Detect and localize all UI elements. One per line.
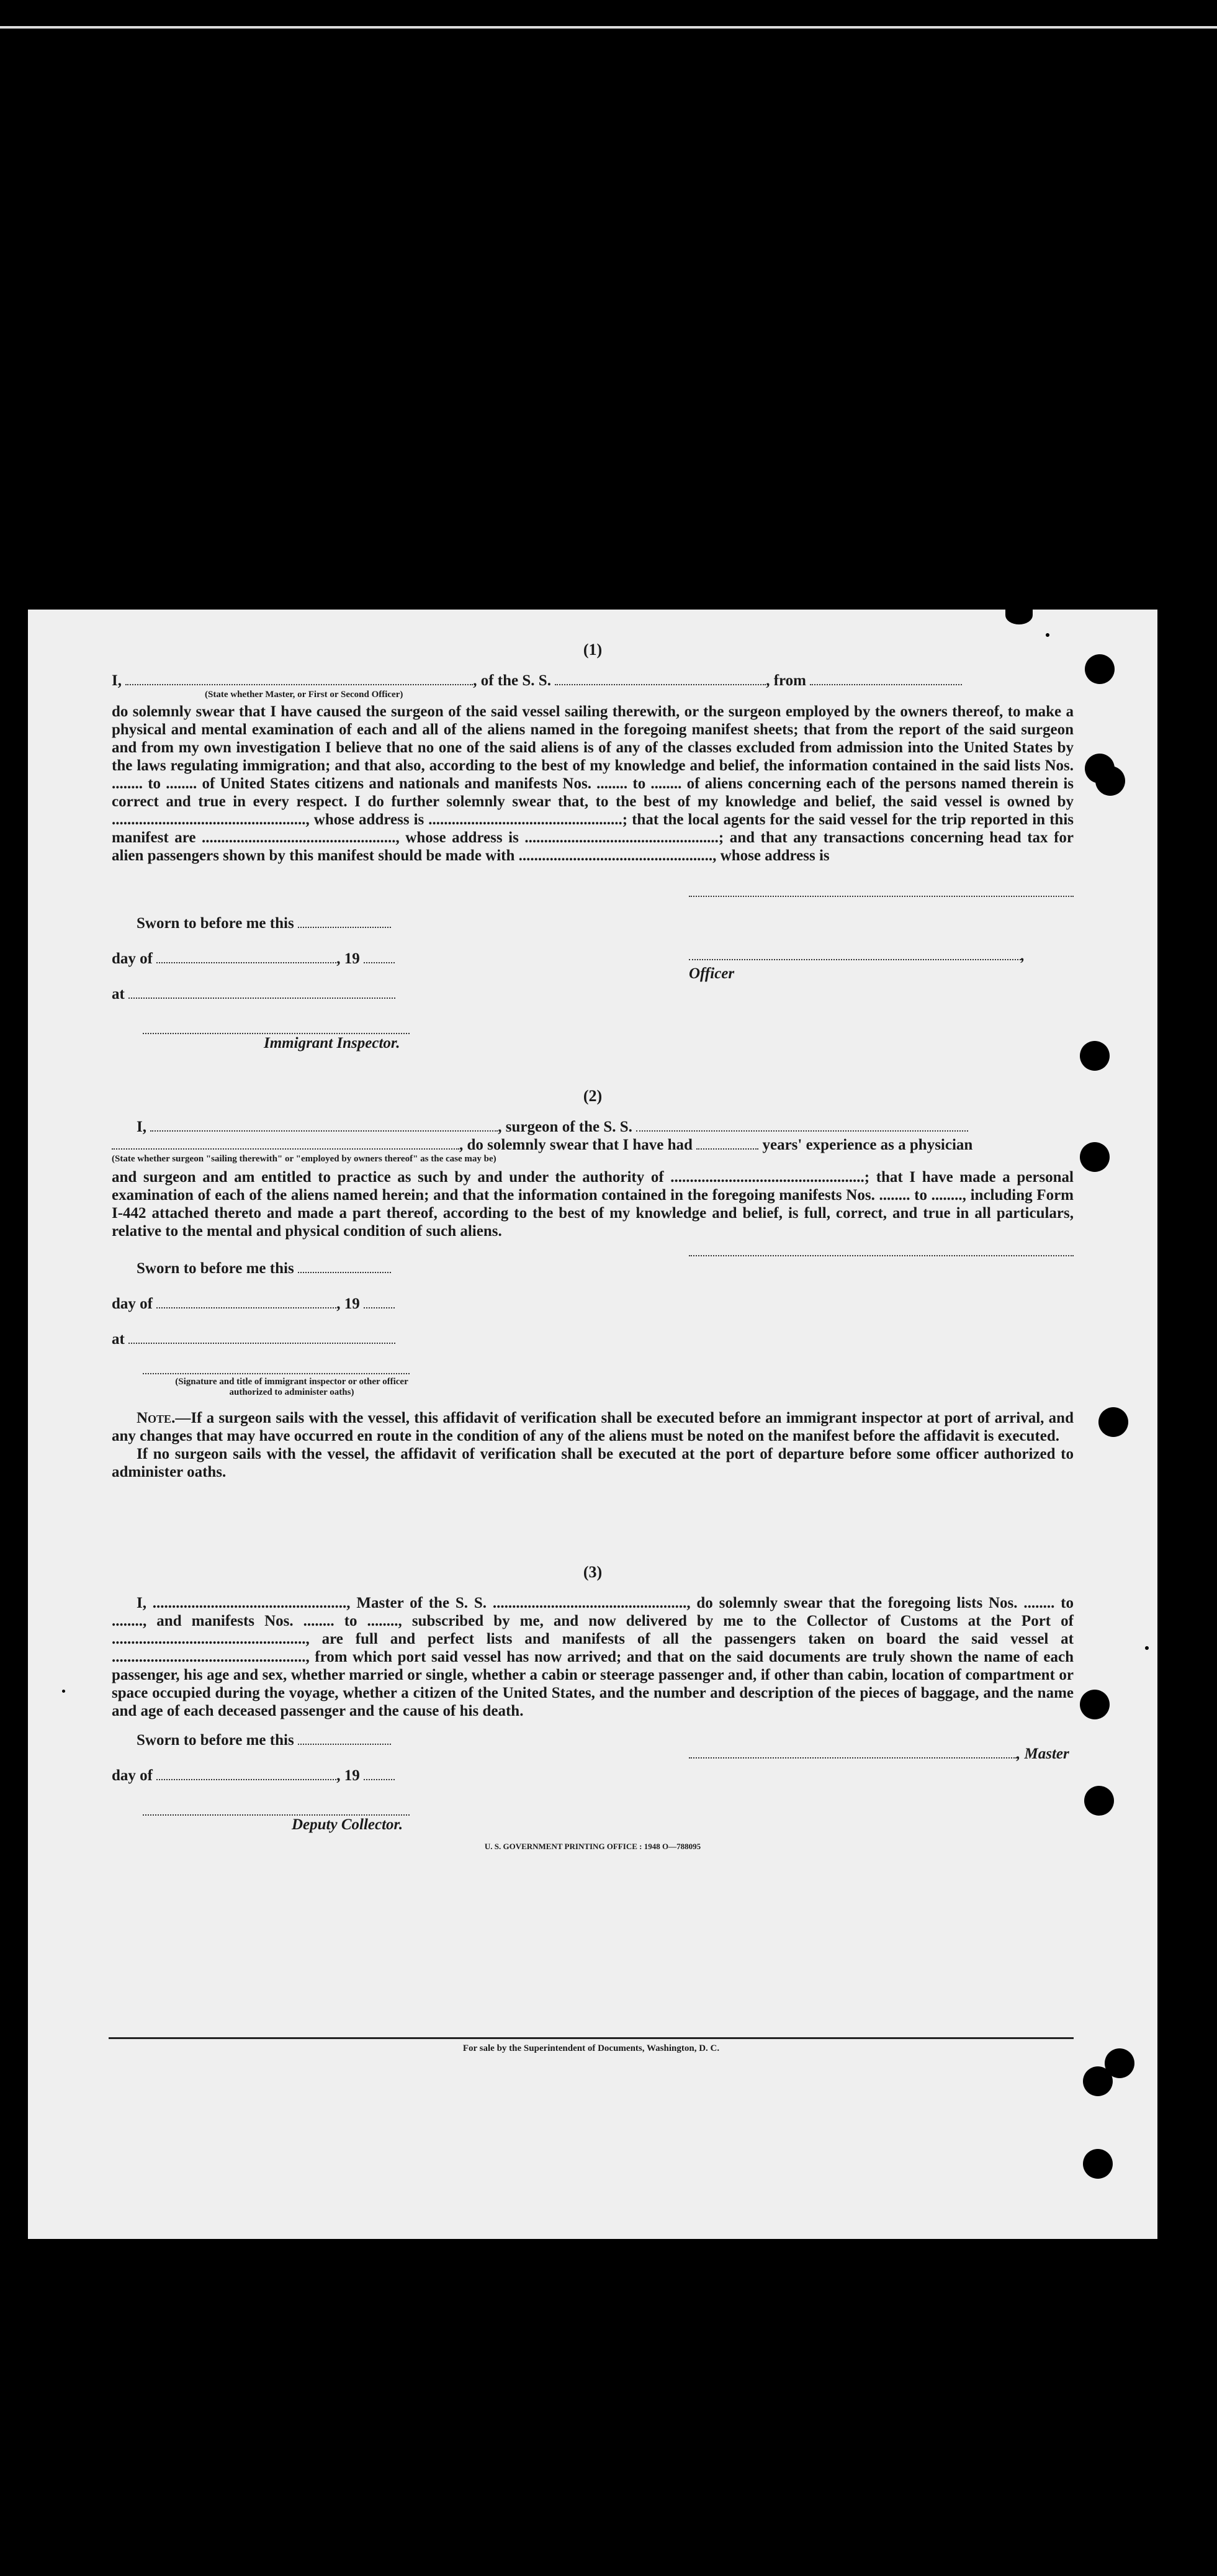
footer-rule bbox=[109, 2037, 1074, 2039]
vessel-name-field[interactable] bbox=[555, 672, 766, 685]
punch-hole bbox=[1085, 654, 1115, 684]
section-3-signature-block bbox=[112, 1731, 1074, 1834]
signature-title-hint: (Signature and title of immigrant inspector or other officer authorized to administer oaths) bbox=[175, 1377, 408, 1397]
gpo-imprint: U. S. GOVERNMENT PRINTING OFFICE : 1948 O—788095 bbox=[484, 1842, 701, 1851]
years-field[interactable] bbox=[696, 1136, 758, 1150]
note-paragraph-2: If no surgeon sails with the vessel, the affidavit of verification shall be executed at the port of departure before some officer authorized to administer oaths. bbox=[112, 1446, 1074, 1480]
punch-hole bbox=[1098, 1407, 1128, 1437]
master-name-field[interactable] bbox=[125, 672, 473, 685]
master-signature-line[interactable]: , Master bbox=[689, 1745, 1074, 1763]
sale-notice: For sale by the Superintendent of Documents, Washington, D. C. bbox=[462, 2043, 720, 2053]
section-1-signature-block bbox=[112, 896, 1074, 1052]
surgeon-name-field[interactable] bbox=[150, 1118, 498, 1132]
section-2-second-line: , do solemnly swear that I have had years' experience as a physician bbox=[112, 1136, 1074, 1154]
year-field[interactable] bbox=[364, 1767, 395, 1780]
sworn-line: Sworn to before me this bbox=[112, 1259, 410, 1277]
sworn-date-field[interactable] bbox=[298, 914, 391, 928]
sworn-date-field[interactable] bbox=[298, 1731, 391, 1745]
section-2-first-line: I, , surgeon of the S. S. bbox=[112, 1118, 1074, 1136]
at-line: at bbox=[112, 1330, 410, 1348]
note-paragraph: Note.—If a surgeon sails with the vessel, this affidavit of verification shall be executed before an immigrant inspector at port of arrival, and any changes that may have occurred en route in the condition of any of the aliens must be noted on the manifest before the affidavit is executed. bbox=[112, 1410, 1074, 1444]
inspector-signature-line[interactable] bbox=[143, 1373, 410, 1374]
surgeon-vessel-field[interactable] bbox=[636, 1118, 968, 1132]
sworn-date-field[interactable] bbox=[298, 1259, 391, 1273]
day-line: day of , 19 bbox=[112, 950, 410, 968]
punch-hole bbox=[1083, 2149, 1113, 2179]
officer-line: , Officer bbox=[689, 947, 1025, 982]
punch-hole bbox=[1080, 1690, 1110, 1719]
surgeon-signature-line[interactable] bbox=[689, 1255, 1074, 1256]
section-1-body: do solemnly swear that I have caused the surgeon of the said vessel sailing therewith, or the surgeon employed by the owners thereof, to make a physical and mental examination of each and all of the aliens named in the foregoing manifest sheets; that from the report of the said surgeon and from my own investigation I believe that no one of the said aliens is of any of the classes excluded from admission into the United States by the laws regulating immigration; and that also, according to the best of my knowledge and belief, the information contained in the said lists Nos. ........ to ........ of United States citizens and nationals and manifests Nos. ........ to ........ of aliens concerning each of the persons named therein is correct and true in every respect. I do further solemnly swear that, to the best of my knowledge and belief, the said vessel is owned by .................................................., whose address is ..................................................; that the local agents for the said vessel for the trip reported in this manifest are .................................................., whose address is ..................................................; and that any transactions concerning head tax for alien passengers shown by this manifest should be made with .................................................., whose address is bbox=[112, 703, 1074, 864]
day-field[interactable] bbox=[156, 1767, 336, 1780]
day-line: day of , 19 bbox=[112, 1295, 410, 1313]
section-3-body: I, .................................................., Master of the S. S. .................................................., do solemnly swear that the foregoing lists Nos. ........ to ........, and manifests Nos. ........ to ........, subscribed by me, and now delivered by me to the Collector of Customs at the Port of .................................................., are full and perfect lists and manifests of all the passengers taken on board the said vessel at .................................................., from which port said vessel has now arrived; and that on the said documents are truly shown the name of each passenger, his age and sex, whether married or single, whether a cabin or steerage passenger and, if other than cabin, location of compartment or space occupied during the voyage, whether a citizen of the United States, and the number and description of the pieces of baggage, and the name and age of each deceased passenger and the cause of his death. bbox=[112, 1595, 1074, 1719]
at-field[interactable] bbox=[128, 985, 395, 999]
punch-hole bbox=[1084, 1786, 1114, 1816]
form-content bbox=[112, 628, 1074, 1852]
sworn-line: Sworn to before me this bbox=[112, 1731, 410, 1749]
year-field[interactable] bbox=[364, 1295, 395, 1308]
sailing-status-field[interactable] bbox=[112, 1136, 459, 1150]
section-1-rank-hint: (State whether Master, or First or Second Officer) bbox=[205, 690, 403, 700]
punch-hole bbox=[1083, 2066, 1113, 2096]
from-port-field[interactable] bbox=[810, 672, 962, 685]
top-border-line bbox=[0, 26, 1217, 29]
section-1-number: (1) bbox=[583, 641, 603, 659]
at-line: at bbox=[112, 985, 410, 1003]
at-field[interactable] bbox=[128, 1330, 395, 1344]
day-field[interactable] bbox=[156, 950, 336, 963]
punch-hole bbox=[1095, 766, 1125, 796]
year-field[interactable] bbox=[364, 950, 395, 963]
officer-signature-line[interactable] bbox=[689, 896, 1074, 897]
deputy-collector-label: Deputy Collector. bbox=[292, 1816, 403, 1833]
section-2-signature-block bbox=[112, 1255, 1074, 1398]
section-1-first-line: I, , of the S. S. , from bbox=[112, 672, 1074, 690]
section-3-number: (3) bbox=[583, 1563, 603, 1581]
punch-hole bbox=[1080, 1041, 1110, 1071]
ink-speck bbox=[62, 1690, 65, 1693]
day-field[interactable] bbox=[156, 1295, 336, 1308]
ink-speck bbox=[1145, 1646, 1149, 1650]
corner-notch bbox=[1005, 606, 1033, 624]
manifest-page bbox=[28, 610, 1157, 2239]
section-2-status-hint: (State whether surgeon "sailing therewith" or "employed by owners thereof" as the case may be) bbox=[112, 1154, 496, 1164]
day-line: day of , 19 bbox=[112, 1767, 410, 1785]
section-2-number: (2) bbox=[583, 1087, 603, 1105]
immigrant-inspector-label: Immigrant Inspector. bbox=[264, 1035, 400, 1052]
punch-hole bbox=[1080, 1142, 1110, 1172]
section-2-body: and surgeon and am entitled to practice as such by and under the authority of ..................................................; that I have made a personal examination of each of the aliens named herein; and that the information contained in the foregoing manifests Nos. ........ to ........, including Form I-442 attached thereto and made a part thereof, according to the best of my knowledge and belief, is full, correct, and true in all particulars, relative to the mental and physical condition of such aliens. bbox=[112, 1169, 1074, 1240]
sworn-line: Sworn to before me this bbox=[112, 914, 410, 932]
